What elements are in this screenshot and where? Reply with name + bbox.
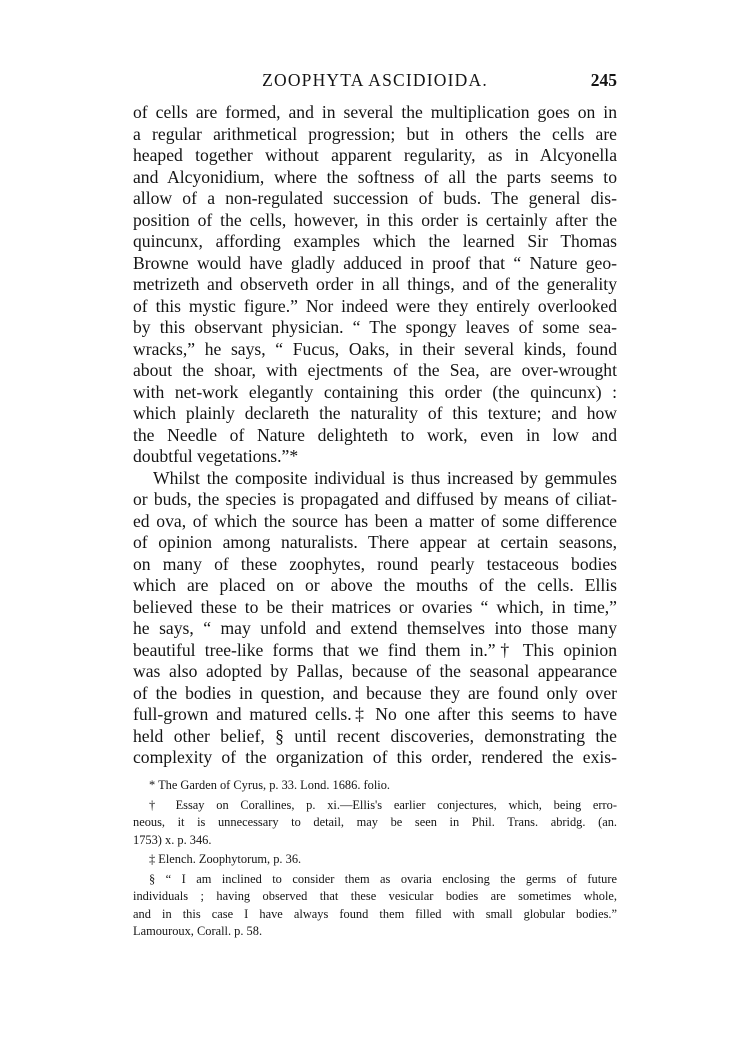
text-line: about the shoar, with ejectments of the Sea, are over-wrought	[133, 360, 617, 380]
footnotes	[133, 777, 617, 941]
text-line: believed these to be their matrices or ovaries “ which, in time,”	[133, 596, 617, 617]
text-line: was also adopted by Pallas, because of the seasonal appearance	[133, 661, 617, 681]
text-line: heaped together without apparent regularity, as in Alcyonella	[133, 145, 617, 165]
text-line: quincunx, affording examples which the learned Sir Thomas	[133, 231, 617, 251]
page-header	[133, 70, 617, 94]
text-line: of this mystic figure.” Nor indeed were they entirely overlooked	[133, 295, 617, 316]
text-line: or buds, the species is propagated and diffused by means of ciliat-	[133, 489, 617, 509]
text-line: held other belief, § until recent discoveries, demonstrating the	[133, 725, 617, 746]
text-line: wracks,” he says, “ Fucus, Oaks, in their several kinds, found	[133, 338, 617, 359]
text-line: with net-work elegantly containing this order (the quincunx) :	[133, 381, 617, 402]
footnote	[133, 871, 617, 941]
text-line: metrizeth and observeth order in all things, and of the generality	[133, 274, 617, 294]
text-line: the Needle of Nature delighteth to work, even in low and	[133, 424, 617, 445]
footnote-line: individuals ; having observed that these vesicular bodies are sometimes whole,	[133, 889, 617, 903]
text-line: ed ova, of which the source has been a matter of some difference	[133, 510, 617, 531]
footnote	[133, 777, 617, 795]
text-line: and Alcyonidium, where the softness of all the parts seems to	[133, 166, 617, 187]
text-line: of the bodies in question, and because they are found only over	[133, 682, 617, 703]
text-line: Browne would have gladly adduced in proof that “ Nature geo-	[133, 252, 617, 273]
page-number: 245	[590, 70, 617, 90]
text-line: which plainly declareth the naturality of this texture; and how	[133, 403, 617, 423]
text-line: full-grown and matured cells.‡ No one after this seems to have	[133, 704, 617, 724]
text-line: he says, “ may unfold and extend themselves into those many	[133, 618, 617, 638]
footnote	[133, 851, 617, 869]
text-line: a regular arithmetical progression; but in others the cells are	[133, 123, 617, 144]
footnote	[133, 797, 617, 850]
footnote-line: and in this case I have always found them filled with small globular bodies.”	[133, 906, 617, 921]
text-line: position of the cells, however, in this order is certainly after the	[133, 209, 617, 230]
text-line: by this observant physician. “ The spongy leaves of some sea-	[133, 317, 617, 337]
footnote-line: neous, it is unnecessary to detail, may be seen in Phil. Trans. abridg. (an.	[133, 815, 617, 829]
footnote-line: Lamouroux, Corall. p. 58.	[133, 924, 263, 938]
paragraph-first-line: Whilst the composite individual is thus increased by gemmules	[153, 467, 617, 488]
text-line: on many of these zoophytes, round pearly testaceous bodies	[133, 553, 617, 574]
text-line: which are placed on or above the mouths of the cells. Ellis	[133, 575, 617, 595]
text-line: of opinion among naturalists. There appear at certain seasons,	[133, 532, 617, 552]
footnote-line: † Essay on Corallines, p. xi.—Ellis's earlier conjectures, which, being erro-	[149, 797, 617, 812]
footnote-line: § “ I am inclined to consider them as ovaria enclosing the germs of future	[149, 871, 617, 886]
footnote-line: ‡ Elench. Zoophytorum, p. 36.	[149, 852, 302, 866]
text-line: doubtful vegetations.”*	[133, 446, 299, 466]
body-text	[133, 102, 617, 769]
running-title: ZOOPHYTA ASCIDIOIDA.	[262, 70, 488, 90]
text-line: of cells are formed, and in several the multiplication goes on in	[133, 102, 617, 122]
text-line: beautiful tree-like forms that we find them in.”† This opinion	[133, 639, 617, 660]
footnote-line: 1753) x. p. 346.	[133, 832, 212, 847]
text-line: allow of a non-regulated succession of buds. The general dis-	[133, 188, 617, 208]
footnote-line: * The Garden of Cyrus, p. 33. Lond. 1686. folio.	[149, 778, 391, 792]
text-line: complexity of the organization of this order, rendered the exis-	[133, 747, 617, 767]
